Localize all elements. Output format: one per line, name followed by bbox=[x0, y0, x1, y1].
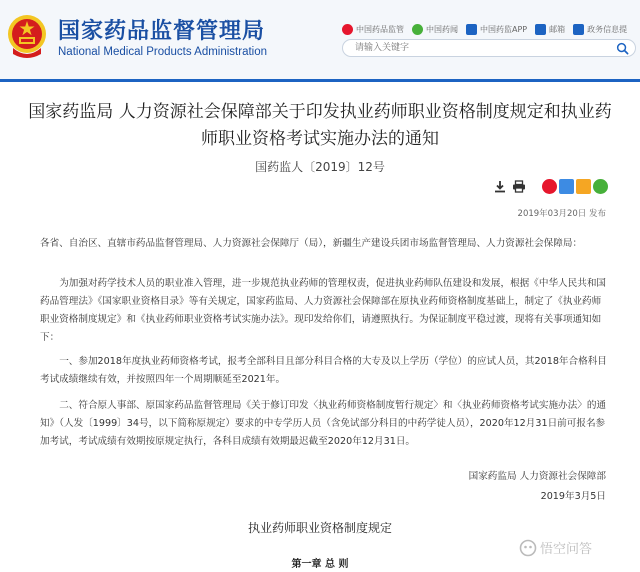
paragraph: 二、符合原人事部、原国家药品监督管理局《关于修订印发〈执业药师资格制度暂行规定〉和〈执业药师资格考试实施办法〉的通知》（人发〔1999〕34号，以下简称原规定）要求的中专学历人员（含免试部分科目的中药学徒人员），2020年12月31日前可报名参加考试，考试成绩有效期按原规定执行，各科目成绩有效期最迟截至2020年12月31日。 bbox=[40, 400, 607, 447]
top-link-weibo[interactable] bbox=[342, 24, 404, 35]
document-number: 国药监人〔2019〕12号 bbox=[255, 160, 385, 174]
info-icon bbox=[573, 24, 584, 35]
national-emblem-icon[interactable] bbox=[7, 12, 47, 60]
signature-date: 2019年3月5日 bbox=[540, 491, 606, 502]
top-link-label: 邮箱 bbox=[549, 24, 566, 34]
share-tencent-icon[interactable] bbox=[576, 179, 591, 194]
watermark-text: 悟空问答 bbox=[540, 542, 593, 557]
search-input[interactable] bbox=[355, 42, 605, 54]
top-link-label: 中国药监APP bbox=[480, 24, 528, 34]
mail-icon bbox=[535, 24, 546, 35]
attachment-title: 执业药师职业资格制度规定 bbox=[247, 521, 392, 535]
publish-date: 2019年03月20日 发布 bbox=[517, 209, 606, 219]
app-icon bbox=[466, 24, 477, 35]
top-link-app[interactable] bbox=[466, 24, 527, 35]
site-title[interactable]: 国家药品监督管理局 bbox=[58, 19, 266, 44]
top-link-mail[interactable] bbox=[535, 24, 565, 35]
paragraph: 一、参加2018年度执业药师资格考试，报考全部科目且部分科目合格的大专及以上学历（学位）的应试人员，其2018年合格科目考试成绩继续有效，并按照四年一个周期顺延至2021年。 bbox=[40, 356, 607, 385]
weibo-icon bbox=[342, 24, 353, 35]
download-icon bbox=[494, 180, 506, 193]
download-button[interactable] bbox=[492, 178, 508, 194]
share-weibo-icon[interactable] bbox=[542, 179, 557, 194]
chapter-heading: 第一章 总 则 bbox=[291, 559, 349, 570]
top-link-label: 中国药闻 bbox=[426, 24, 458, 34]
top-links bbox=[342, 22, 635, 36]
share-wechat-icon[interactable] bbox=[593, 179, 608, 194]
article-tools bbox=[492, 177, 610, 195]
header-divider bbox=[0, 79, 640, 82]
addressee: 各省、自治区、直辖市药品监督管理局、人力资源社会保障厅（局），新疆生产建设兵团市场监督管理局、人力资源社会保障局： bbox=[40, 238, 583, 249]
top-link-label: 中国药品监管 bbox=[356, 24, 404, 34]
print-icon bbox=[512, 180, 526, 193]
paragraph: 为加强对药学技术人员的职业准入管理，进一步规范执业药师的管理权责，促进执业药师队伍建设和发展，根据《中华人民共和国药品管理法》《国家职业资格目录》等有关规定，国家药监局、人力资源社会保障部在原执业药师资格制度基础上，制定了《执业药师职业资格制度规定》和《执业药师职业资格考试实施办法》。现印发给你们，请遵照执行。为保证制度平稳过渡，现将有关事项通知如下： bbox=[40, 278, 607, 343]
search-icon[interactable] bbox=[616, 42, 629, 55]
signature-organization: 国家药监局 人力资源社会保障部 bbox=[468, 471, 606, 482]
wukong-logo-icon bbox=[519, 539, 537, 557]
wechat-icon bbox=[412, 24, 423, 35]
article-title: 国家药监局 人力资源社会保障部关于印发执业药师职业资格制度规定和执业药师职业资格考试实施办法的通知 bbox=[28, 102, 612, 149]
site-header bbox=[0, 0, 640, 82]
share-qzone-icon[interactable] bbox=[559, 179, 574, 194]
print-button[interactable] bbox=[511, 178, 527, 194]
site-title-english: National Medical Products Administration bbox=[58, 46, 268, 58]
watermark bbox=[519, 538, 592, 557]
top-link-label: 政务信息提 bbox=[587, 24, 628, 34]
search-box bbox=[342, 39, 636, 57]
top-link-info[interactable] bbox=[573, 24, 627, 35]
top-link-wechat[interactable] bbox=[412, 24, 458, 35]
